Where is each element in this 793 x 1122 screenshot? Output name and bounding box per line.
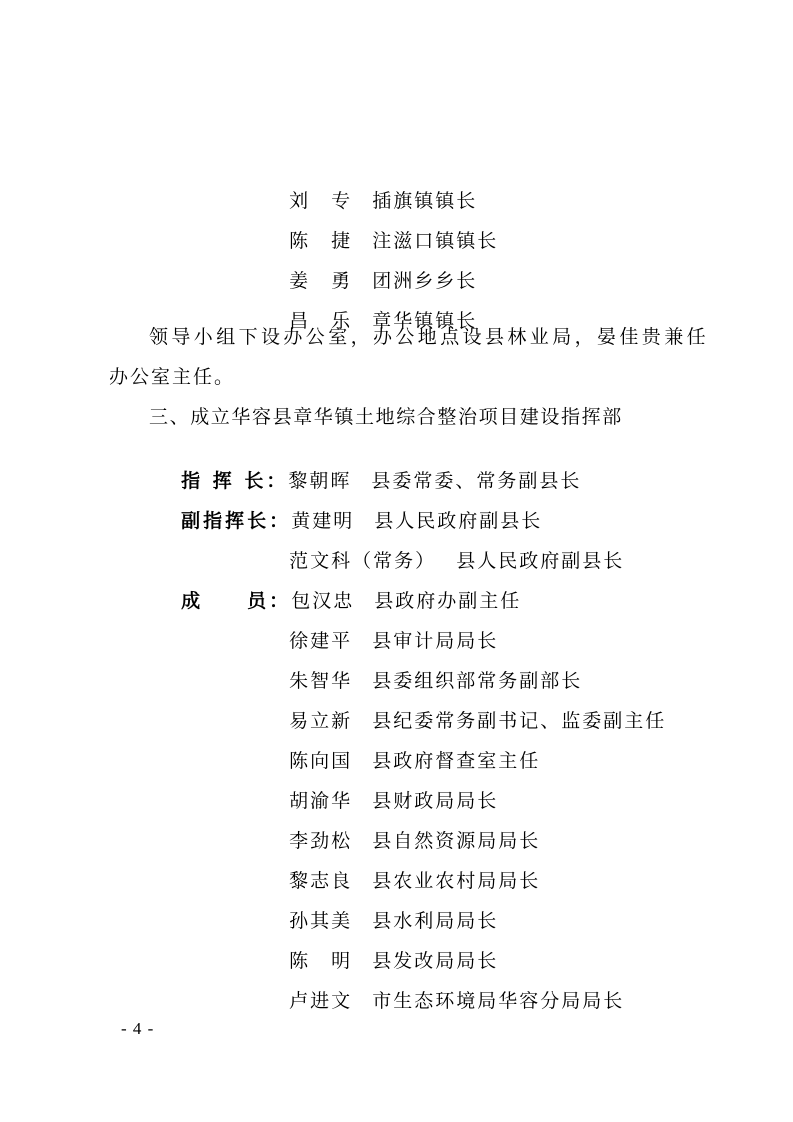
person-name: 黎朝晖 bbox=[288, 470, 352, 492]
person-title: 县纪委常务副书记、监委副主任 bbox=[372, 710, 667, 732]
person-name: 徐建平 bbox=[289, 630, 353, 652]
person-name: 昌 乐 bbox=[289, 310, 353, 332]
person-name: 范文科（常务） bbox=[289, 550, 437, 572]
person-title: 县财政局局长 bbox=[372, 790, 499, 812]
members-label: 成 员： bbox=[181, 590, 292, 612]
person-title: 县农业农村局局长 bbox=[372, 870, 541, 892]
section-heading: 三、成立华容县章华镇土地综合整治项目建设指挥部 bbox=[149, 406, 623, 428]
person-name: 易立新 bbox=[289, 710, 353, 732]
person-title: 县水利局局长 bbox=[372, 910, 499, 932]
person-title: 县自然资源局局长 bbox=[372, 830, 541, 852]
person-name: 陈 明 bbox=[289, 950, 353, 972]
person-title: 章华镇镇长 bbox=[372, 310, 478, 332]
person-title: 县审计局局长 bbox=[372, 630, 499, 652]
person-title: 注滋口镇镇长 bbox=[372, 230, 499, 252]
deputy-label: 副指挥长： bbox=[181, 510, 292, 532]
person-name: 朱智华 bbox=[289, 670, 353, 692]
person-name: 陈 捷 bbox=[289, 230, 353, 252]
person-title: 县发改局局长 bbox=[372, 950, 499, 972]
page-number: - 4 - bbox=[121, 1019, 155, 1038]
paragraph-line-1: 领导小组下设办公室，办公地点设县林业局，晏佳贵兼任 bbox=[149, 326, 710, 348]
person-name: 黄建明 bbox=[291, 510, 355, 532]
person-title: 县政府督查室主任 bbox=[372, 750, 541, 772]
person-title: 县人民政府副县长 bbox=[456, 550, 625, 572]
member-row bbox=[257, 965, 624, 1037]
person-name: 卢进文 bbox=[289, 990, 353, 1012]
commander-label: 指 挥 长： bbox=[181, 470, 289, 492]
person-name: 陈向国 bbox=[289, 750, 353, 772]
person-name: 包汉忠 bbox=[291, 590, 355, 612]
person-title: 县委常委、常务副县长 bbox=[371, 470, 582, 492]
person-name: 刘 专 bbox=[289, 190, 353, 212]
person-title: 插旗镇镇长 bbox=[372, 190, 478, 212]
person-name: 胡渝华 bbox=[289, 790, 353, 812]
person-name: 孙其美 bbox=[289, 910, 353, 932]
person-name: 李劲松 bbox=[289, 830, 353, 852]
person-name: 姜 勇 bbox=[289, 270, 353, 292]
person-title: 市生态环境局华容分局局长 bbox=[372, 990, 625, 1012]
person-title: 县委组织部常务副部长 bbox=[372, 670, 583, 692]
person-title: 县人民政府副县长 bbox=[374, 510, 543, 532]
person-title: 县政府办副主任 bbox=[374, 590, 522, 612]
person-name: 黎志良 bbox=[289, 870, 353, 892]
person-title: 团洲乡乡长 bbox=[372, 270, 478, 292]
paragraph-line-2: 办公室主任。 bbox=[109, 366, 236, 388]
